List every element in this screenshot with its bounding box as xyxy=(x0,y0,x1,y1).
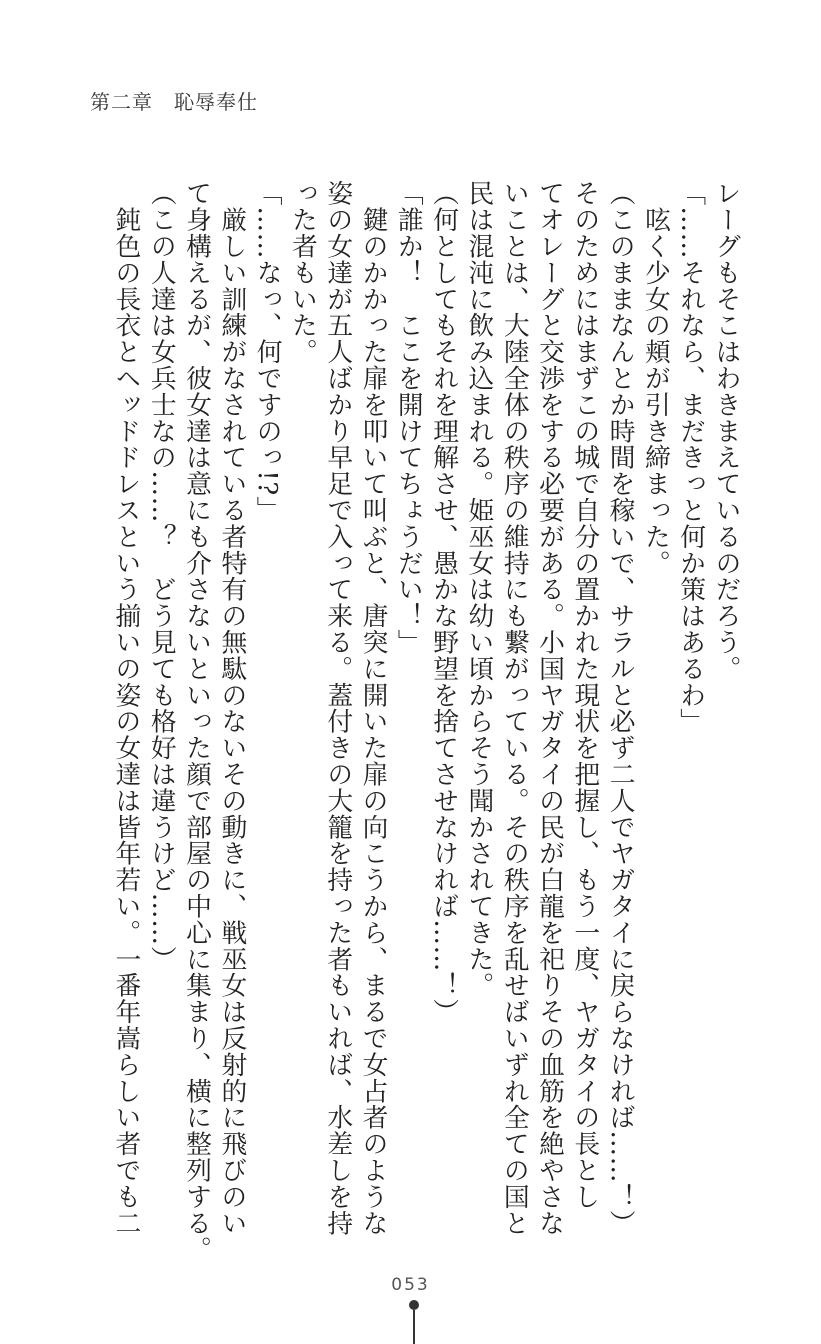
text-line: （この人達は女兵士なの……？ どう見ても格好は違うけど……） xyxy=(146,180,177,972)
text-line: 鈍色の長衣とヘッドドレスという揃いの姿の女達は皆年若い。一番年嵩らしい者でも二 xyxy=(110,180,141,1236)
text-line: 民は混沌に飲み込まれる。姫巫女は幼い頃からそう聞かされてきた。 xyxy=(463,180,494,999)
text-line: てオレーグと交渉をする必要がある。小国ヤガタイの民が白龍を祀りその血筋を絶やさな xyxy=(534,180,565,1236)
text-line: 「……なっ、何ですのっ!?」 xyxy=(252,180,283,523)
vertical-text-body xyxy=(83,180,743,1263)
text-line: 「……それなら、まだきっと何か策はあるわ」 xyxy=(675,180,706,735)
text-line: 「誰か！ ここを開けてちょうだい！」 xyxy=(393,180,424,656)
page-marker-line xyxy=(413,1310,415,1344)
text-line: 厳しい訓練がなされている者特有の無駄のないその動きに、戦巫女は反射的に飛びのい xyxy=(216,180,247,1236)
text-line: った者もいた。 xyxy=(287,180,318,365)
page-marker-dot xyxy=(409,1300,419,1310)
text-line: て身構えるが、彼女達は意にも介さないといった顔で部屋の中心に集まり、横に整列する。 xyxy=(181,180,212,1263)
text-line: （何としてもそれを理解させ、愚かな野望を捨てさせなければ……！） xyxy=(428,180,459,1025)
text-line: いことは、大陸全体の秩序の維持にも繋がっている。その秩序を乱せばいずれ全ての国と xyxy=(499,180,530,1236)
text-line: 鍵のかかった扉を叩いて叫ぶと、唐突に開いた扉の向こうから、まるで女占者のような xyxy=(358,180,389,1236)
text-line: そのためにはまずこの城で自分の置かれた現状を把握し、もう一度、ヤガタイの長とし xyxy=(569,180,600,1210)
text-line: 呟く少女の頬が引き締まった。 xyxy=(640,180,671,576)
text-line: （このままなんとか時間を稼いで、サラルと必ず二人でヤガタイに戻らなければ……！） xyxy=(605,180,636,1236)
text-line: 姿の女達が五人ばかり早足で入って来る。蓋付きの大籠を持った者もいれば、水差しを持 xyxy=(322,180,353,1236)
text-line: レーグもそこはわきまえているのだろう。 xyxy=(711,180,741,682)
chapter-header: 第二章 恥辱奉仕 xyxy=(90,90,258,114)
page-number: 053 xyxy=(391,1275,430,1295)
